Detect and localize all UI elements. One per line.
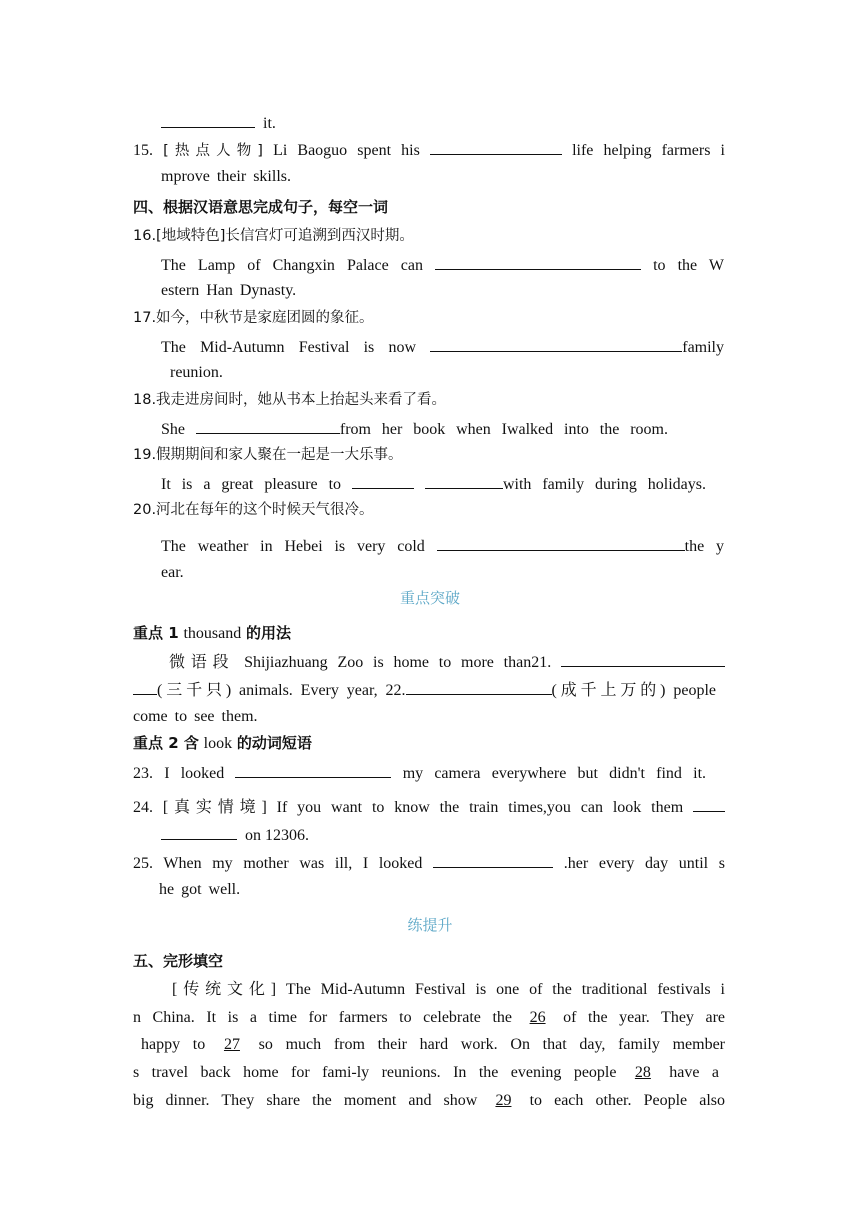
q23-text-b: my camera everywhere but didn't find it. <box>402 765 707 782</box>
cloze-blank-26: 26 <box>529 1009 546 1026</box>
q18-text-a: She <box>161 421 185 438</box>
answer-blank <box>161 824 237 840</box>
q16-text-b: to the W <box>653 257 725 274</box>
q24-line1 <box>133 796 725 818</box>
focus1-line3: come to see them. <box>133 708 258 725</box>
q19-line1 <box>161 473 706 495</box>
q20-text-a: The weather in Hebei is very cold <box>161 538 425 555</box>
q16-line2: estern Han Dynasty. <box>161 282 297 299</box>
q17-chinese <box>133 308 374 328</box>
answer-blank <box>133 679 157 695</box>
focus2-label: 重点 2 含 <box>133 734 199 752</box>
q16-text-a: The Lamp of Changxin Palace can <box>161 257 423 274</box>
answer-blank <box>406 679 552 695</box>
q15-line2: mprove their skills. <box>161 168 291 185</box>
q20-text-b: the y <box>684 538 725 555</box>
q25-line2: he got well. <box>159 881 241 898</box>
cloze-text: big dinner. They share the moment and show <box>133 1092 478 1109</box>
q20-line1 <box>161 535 724 557</box>
cloze-line5 <box>133 1091 725 1111</box>
q18-chinese-text: 18.我走进房间时，她从书本上抬起头来看了看。 <box>133 392 447 408</box>
answer-blank <box>425 473 503 489</box>
cloze-text: happy to <box>141 1036 206 1053</box>
q14-tail-text: it. <box>263 115 276 132</box>
q15-text-a: Li Baoguo spent his <box>273 142 420 159</box>
cloze-text: to each other. People also <box>529 1092 726 1109</box>
answer-blank <box>161 112 255 128</box>
q16-chinese-text: 16.[地域特色]长信宫灯可追溯到西汉时期。 <box>133 228 414 244</box>
focus1-label: 重点 1 <box>133 624 179 642</box>
q18-text-b: from her book when Iwalked into the room. <box>339 421 668 438</box>
question-number: 15. <box>133 142 153 159</box>
focus2-title <box>133 733 312 754</box>
q24-text-b: on 12306. <box>245 827 309 844</box>
answer-blank <box>430 139 562 155</box>
answer-blank <box>561 651 725 667</box>
cloze-blank-28: 28 <box>634 1064 651 1081</box>
answer-blank <box>433 852 553 868</box>
q15-line1 <box>133 139 725 161</box>
q25-text-a: 25. When my mother was ill, I looked <box>133 855 423 872</box>
focus1-text-b: (三千只) animals. Every year, 22. <box>157 682 406 699</box>
cloze-text: n China. It is a time for farmers to celebrate the <box>133 1009 513 1026</box>
q16-line1 <box>161 254 724 276</box>
cloze-blank-27: 27 <box>223 1036 240 1053</box>
focus2-keyword: look <box>203 735 233 752</box>
cloze-text: have a <box>669 1064 720 1081</box>
cloze-text: so much from their hard work. On that day, family member <box>258 1036 725 1053</box>
q24-text-a: 24. [真实情境] If you want to know the train times,you can look them <box>133 799 684 816</box>
focus1-usage: 的用法 <box>246 624 292 642</box>
cloze-text: of the year. They are <box>563 1009 726 1026</box>
section-5-title: 五、完形填空 <box>133 952 224 970</box>
cloze-blank-29: 29 <box>495 1092 512 1109</box>
answer-blank <box>235 762 391 778</box>
q25-text-b: .her every day until s <box>563 855 726 872</box>
q19-chinese <box>133 445 403 465</box>
q19-text-b: with family during holidays. <box>502 476 706 493</box>
q15-text-b: life helping farmers i <box>572 142 726 159</box>
q17-line1 <box>161 336 724 358</box>
q17-text-a: The Mid-Autumn Festival is now <box>161 339 417 356</box>
answer-blank <box>430 336 682 352</box>
focus1-keyword: thousand <box>183 625 242 642</box>
q18-chinese <box>133 390 446 410</box>
focus2-phrases: 的动词短语 <box>236 734 312 752</box>
cloze-line3 <box>141 1035 725 1055</box>
q16-chinese <box>133 226 414 246</box>
section-4-title: 四、根据汉语意思完成句子，每空一词 <box>133 198 389 216</box>
q20-line2: ear. <box>161 564 184 581</box>
q24-line2 <box>161 824 309 846</box>
cloze-line4 <box>133 1063 719 1083</box>
focus1-line2 <box>133 679 716 701</box>
cloze-text: s travel back home for fami-ly reunions. In the evening people <box>133 1064 617 1081</box>
focus-section-title: 重点突破 <box>399 589 460 607</box>
q20-chinese-text: 20.河北在每年的这个时候天气很冷。 <box>133 502 374 518</box>
q19-chinese-text: 19.假期期间和家人聚在一起是一大乐事。 <box>133 447 403 463</box>
answer-blank <box>437 535 685 551</box>
q25-line1 <box>133 852 725 874</box>
focus1-line1 <box>169 651 725 673</box>
answer-blank <box>196 418 340 434</box>
q17-text-b: family <box>682 339 724 356</box>
focus1-text-c: (成千上万的) people <box>551 682 716 699</box>
q17-line2: reunion. <box>170 364 223 381</box>
practice-section-title: 练提升 <box>407 916 453 934</box>
q17-chinese-text: 17.如今，中秋节是家庭团圆的象征。 <box>133 310 374 326</box>
answer-blank <box>693 796 725 812</box>
q18-line1 <box>161 418 668 440</box>
answer-blank <box>352 473 414 489</box>
focus1-title <box>133 623 291 644</box>
focus1-text-a: 微语段 Shijiazhuang Zoo is home to more than21. <box>169 654 552 671</box>
cloze-line1: [传统文化] The Mid-Autumn Festival is one of the traditional festivals i <box>172 981 725 998</box>
q23-text-a: 23. I looked <box>133 765 225 782</box>
q23-line <box>133 762 706 784</box>
q19-text-a: It is a great pleasure to <box>161 476 342 493</box>
cloze-line2 <box>133 1008 725 1028</box>
q20-chinese <box>133 500 374 520</box>
question-tag: [热点人物] <box>163 143 263 159</box>
q14-tail-line <box>161 112 276 134</box>
answer-blank <box>435 254 641 270</box>
